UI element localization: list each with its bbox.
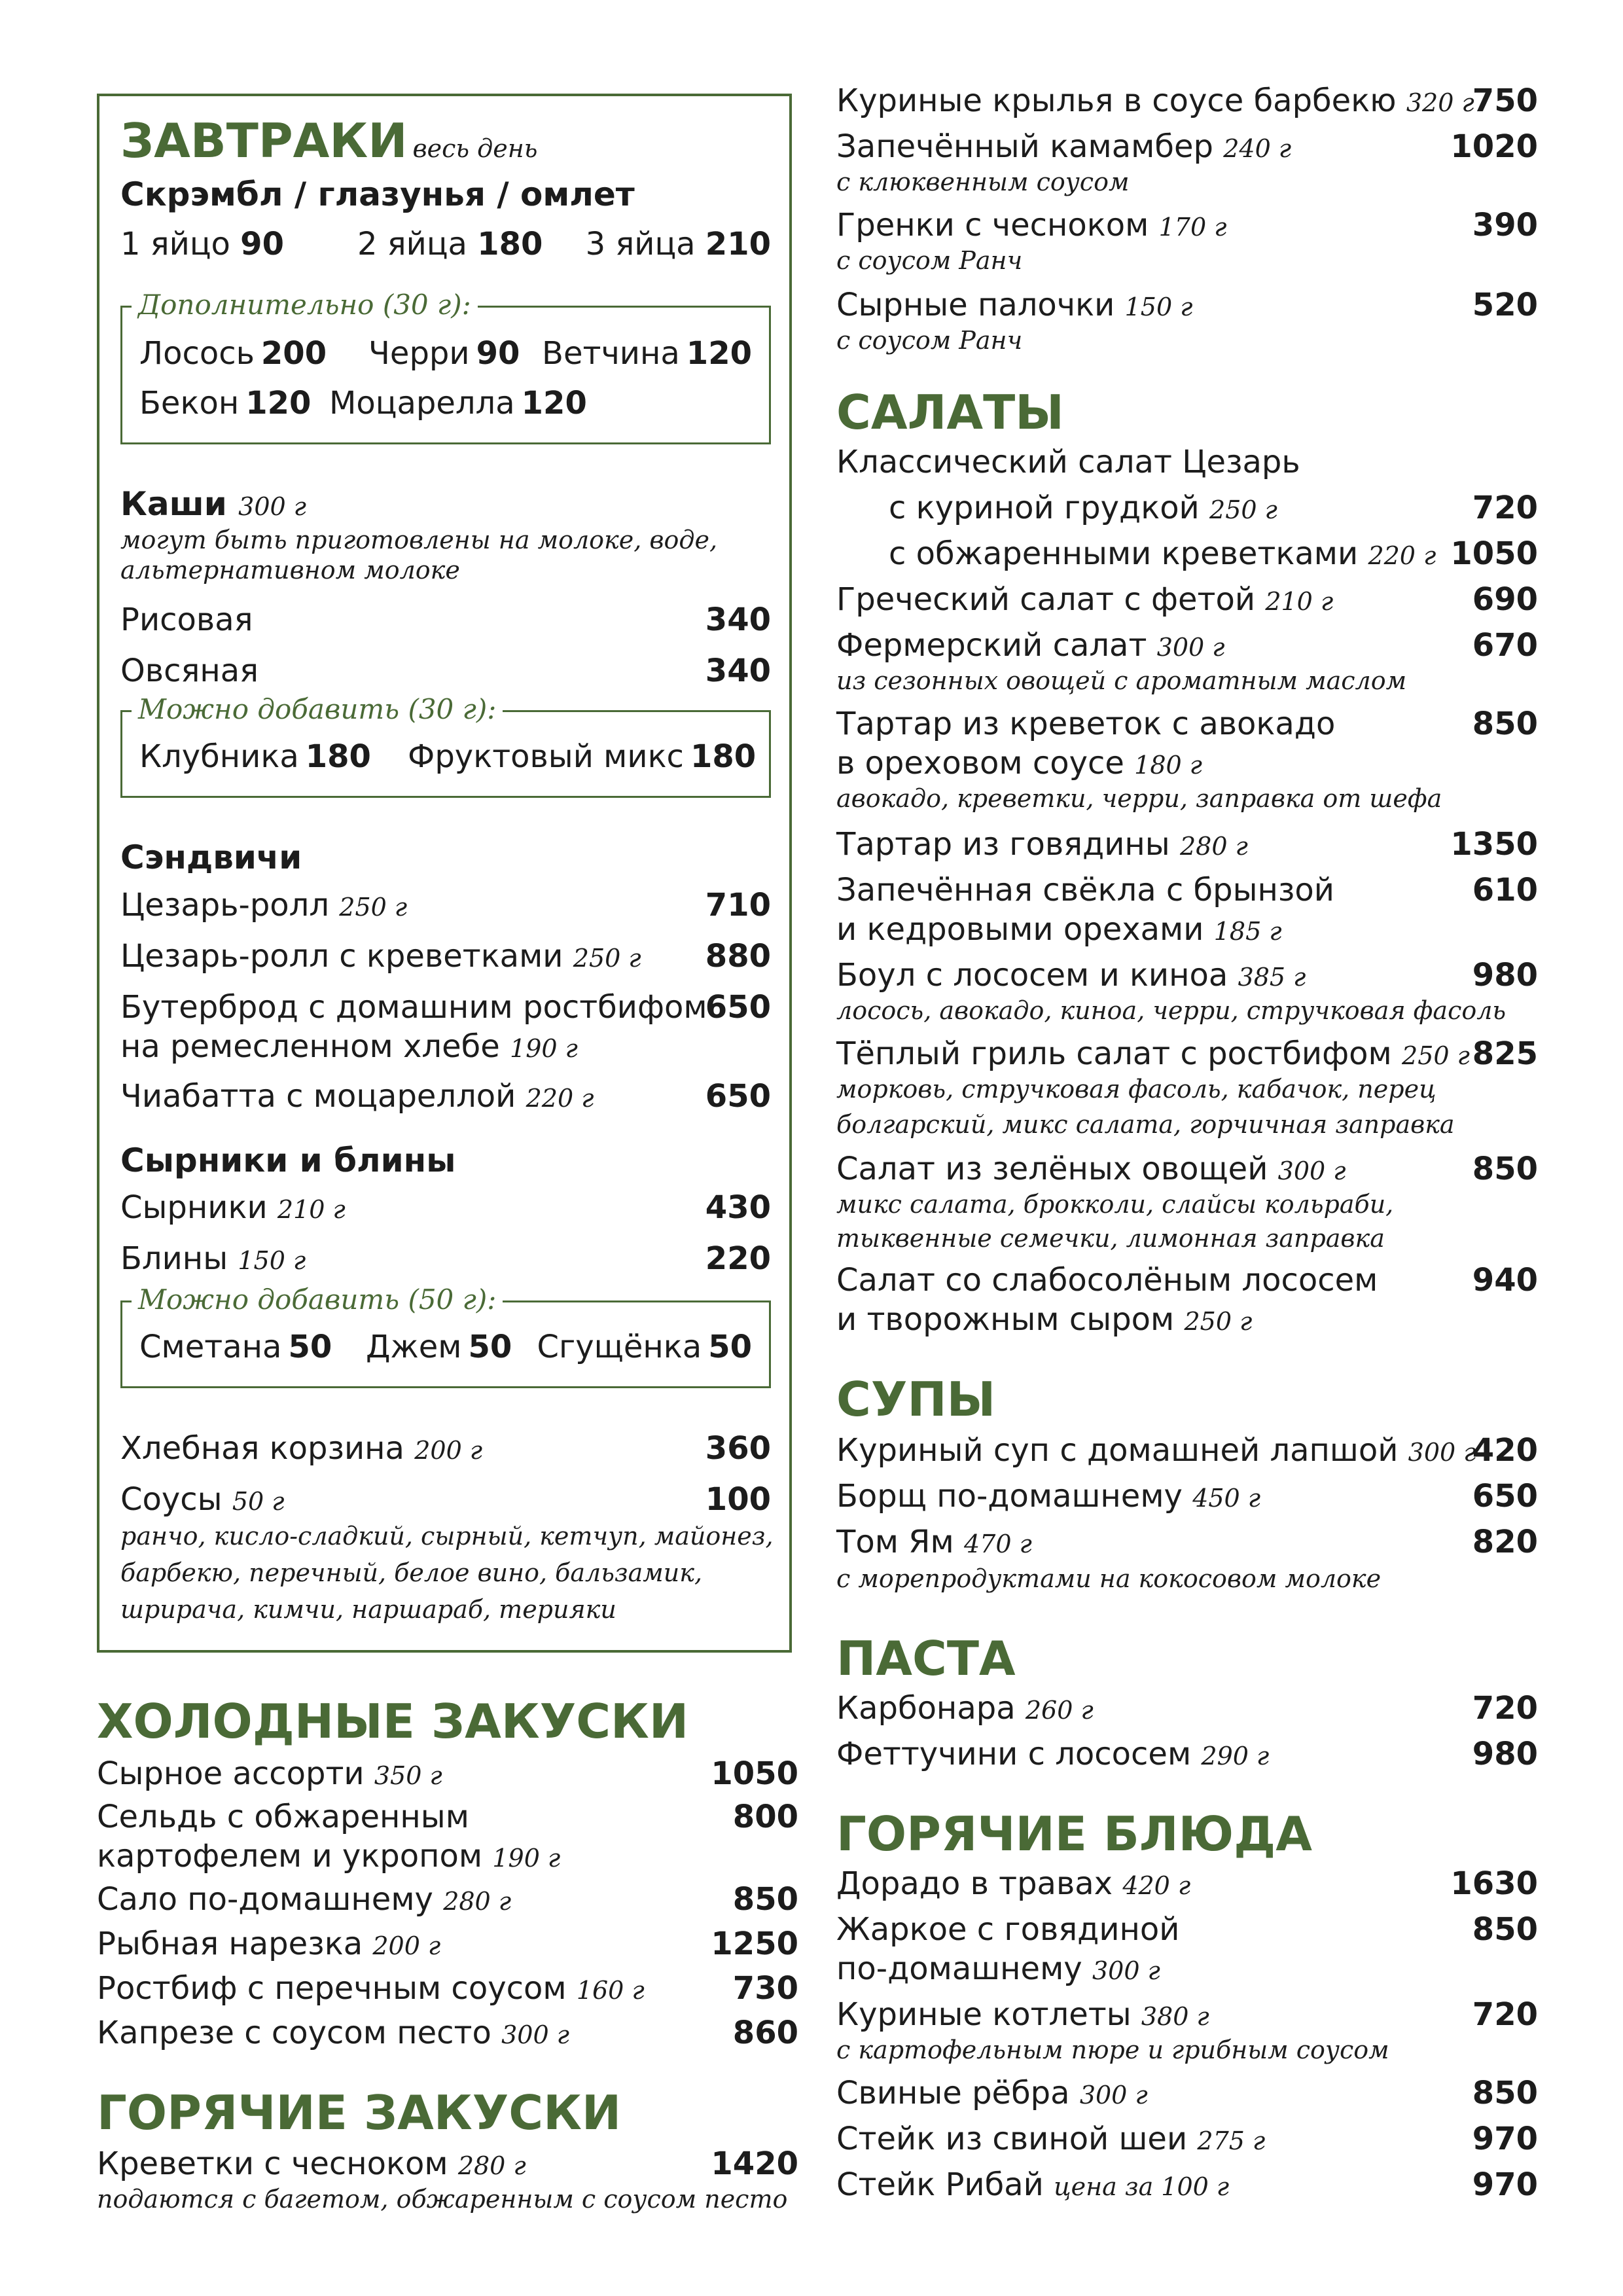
menu-item: Цезарь-ролл с креветками 250 г 880: [120, 938, 771, 975]
section-title-cold: ХОЛОДНЫЕ ЗАКУСКИ: [97, 1694, 689, 1749]
extra-item: Бекон 120: [139, 385, 312, 422]
extra-item: Моцарелла 120: [329, 385, 587, 422]
menu-item: Тартар из говядины 280 г 1350: [836, 826, 1538, 863]
syrniki-heading: Сырники и блины: [120, 1141, 456, 1179]
caesar-heading: Классический салат Цезарь: [836, 444, 1300, 480]
item-desc: авокадо, креветки, черри, заправка от шефа: [836, 784, 1442, 813]
section-title-soups: СУПЫ: [836, 1372, 996, 1427]
menu-item: Тёплый гриль салат с ростбифом 250 г 825: [836, 1035, 1538, 1072]
menu-item: Сырные палочки 150 г 520: [836, 287, 1538, 323]
menu-item: Сырники 210 г 430: [120, 1189, 771, 1226]
extras-label: Дополнительно (30 г):: [132, 288, 478, 322]
menu-item: Том Ям 470 г 820: [836, 1524, 1538, 1560]
item-desc: морковь, стручковая фасоль, кабачок, перец: [836, 1075, 1436, 1103]
porridge-desc-1: могут быть приготовлены на молоке, воде,: [120, 526, 718, 554]
menu-item: Салат со слабосолёным лососем и творожным сыром 250 г 940: [836, 1262, 1538, 1338]
menu-item: Овсяная 340: [120, 653, 771, 689]
menu-item: Креветки с чесноком 280 г 1420: [97, 2145, 798, 2182]
menu-item: Сельдь с обжаренным картофелем и укропом 190 г 800: [97, 1799, 798, 1874]
egg-option: 1 яйцо 90: [120, 226, 284, 262]
item-desc: с морепродуктами на кокосовом молоке: [836, 1564, 1382, 1593]
menu-item: Куриный суп с домашней лапшой 300 г 420: [836, 1432, 1538, 1469]
menu-item: Боул с лососем и киноа 385 г 980: [836, 957, 1538, 994]
menu-item: Борщ по-домашнему 450 г 650: [836, 1478, 1538, 1515]
sauces-desc-3: шрирача, кимчи, наршараб, терияки: [120, 1595, 616, 1624]
extra-item: Клубника 180: [139, 738, 371, 775]
breakfast-subtitle: весь день: [412, 134, 538, 163]
item-desc: болгарский, микс салата, горчичная заправка: [836, 1110, 1455, 1139]
menu-item: Свиные рёбра 300 г 850: [836, 2075, 1538, 2111]
menu-item: с обжаренными креветками 220 г 1050: [889, 535, 1538, 572]
menu-item: Запечённая свёкла с брынзой и кедровыми орехами 185 г 610: [836, 872, 1538, 948]
menu-item: Блины 150 г 220: [120, 1240, 771, 1277]
section-title-hot-appetizers: ГОРЯЧИЕ ЗАКУСКИ: [97, 2085, 622, 2140]
sauces-desc-2: барбекю, перечный, белое вино, бальзамик,: [120, 1558, 703, 1587]
egg-option: 3 яйца 210: [585, 226, 771, 262]
menu-item: Салат из зелёных овощей 300 г 850: [836, 1151, 1538, 1187]
extra-item: Джем 50: [366, 1329, 512, 1365]
menu-item: Сало по-домашнему 280 г 850: [97, 1881, 798, 1918]
egg-option: 2 яйца 180: [357, 226, 543, 262]
extras-label: Можно добавить (50 г):: [132, 1283, 503, 1317]
menu-item: Рисовая 340: [120, 601, 771, 638]
eggs-heading: Скрэмбл / глазунья / омлет: [120, 175, 635, 213]
menu-item: Гренки с чесноком 170 г 390: [836, 207, 1538, 243]
menu-item: Стейк из свиной шеи 275 г 970: [836, 2121, 1538, 2157]
item-desc: с клюквенным соусом: [836, 168, 1130, 196]
item-desc: микс салата, брокколи, слайсы кольраби,: [836, 1190, 1394, 1219]
menu-item: Куриные котлеты 380 г 720: [836, 1996, 1538, 2033]
item-desc: с соусом Ранч: [836, 246, 1023, 275]
section-title-pasta: ПАСТА: [836, 1631, 1016, 1686]
menu-item: Рыбная нарезка 200 г 1250: [97, 1926, 798, 1962]
menu-item: Греческий салат с фетой 210 г 690: [836, 581, 1538, 618]
menu-item: Феттучини с лососем 290 г 980: [836, 1736, 1538, 1772]
menu-item: Дорадо в травах 420 г 1630: [836, 1865, 1538, 1902]
menu-item: Сырное ассорти 350 г 1050: [97, 1755, 798, 1792]
extra-item: Черри 90: [368, 335, 520, 372]
menu-item: Капрезе с соусом песто 300 г 860: [97, 2015, 798, 2051]
item-desc: подаются с багетом, обжаренным с соусом песто: [97, 2185, 788, 2214]
section-title-hot-dishes: ГОРЯЧИЕ БЛЮДА: [836, 1806, 1313, 1861]
menu-item: Бутерброд с домашним ростбифом на ремесленном хлебе 190 г 650: [120, 989, 771, 1065]
item-desc: из сезонных овощей с ароматным маслом: [836, 666, 1407, 695]
menu-item: Карбонара 260 г 720: [836, 1690, 1538, 1727]
sandwich-heading: Сэндвичи: [120, 838, 302, 876]
extra-item: Ветчина 120: [542, 335, 752, 372]
menu-item: Куриные крылья в соусе барбекю 320 г 750: [836, 82, 1538, 119]
menu-item: Хлебная корзина 200 г 360: [120, 1430, 771, 1467]
menu-item: с куриной грудкой 250 г 720: [889, 490, 1538, 526]
menu-item: Тартар из креветок с авокадо в ореховом соусе 180 г 850: [836, 706, 1538, 781]
extras-label: Можно добавить (30 г):: [132, 692, 503, 726]
porridge-heading: Каши 300 г: [120, 485, 306, 523]
extra-item: Сгущёнка 50: [537, 1329, 752, 1365]
menu-item: Стейк Рибай цена за 100 г 970: [836, 2166, 1538, 2203]
right-column: [836, 0, 1538, 2296]
extra-item: Лосось 200: [139, 335, 327, 372]
breakfast-title: ЗАВТРАКИ: [120, 113, 408, 168]
item-desc: с картофельным пюре и грибным соусом: [836, 2036, 1389, 2064]
item-desc: с соусом Ранч: [836, 326, 1023, 355]
section-title-salads: САЛАТЫ: [836, 385, 1064, 440]
left-column: [97, 0, 798, 2296]
item-desc: лосось, авокадо, киноа, черри, стручковая фасоль: [836, 996, 1507, 1025]
menu-item: Ростбиф с перечным соусом 160 г 730: [97, 1970, 798, 2007]
extra-item: Фруктовый микс 180: [408, 738, 757, 775]
extra-item: Сметана 50: [139, 1329, 332, 1365]
menu-item: Чиабатта с моцареллой 220 г 650: [120, 1078, 771, 1115]
porridge-desc-2: альтернативном молоке: [120, 556, 460, 584]
menu-item: Цезарь-ролл 250 г 710: [120, 887, 771, 924]
menu-item: Запечённый камамбер 240 г 1020: [836, 128, 1538, 165]
item-desc: тыквенные семечки, лимонная заправка: [836, 1224, 1385, 1253]
menu-item: Фермерский салат 300 г 670: [836, 627, 1538, 664]
menu-item: Жаркое с говядиной по-домашнему 300 г 850: [836, 1911, 1538, 1987]
sauces-desc-1: ранчо, кисло-сладкий, сырный, кетчуп, майонез,: [120, 1522, 774, 1551]
menu-item: Соусы 50 г 100: [120, 1481, 771, 1518]
